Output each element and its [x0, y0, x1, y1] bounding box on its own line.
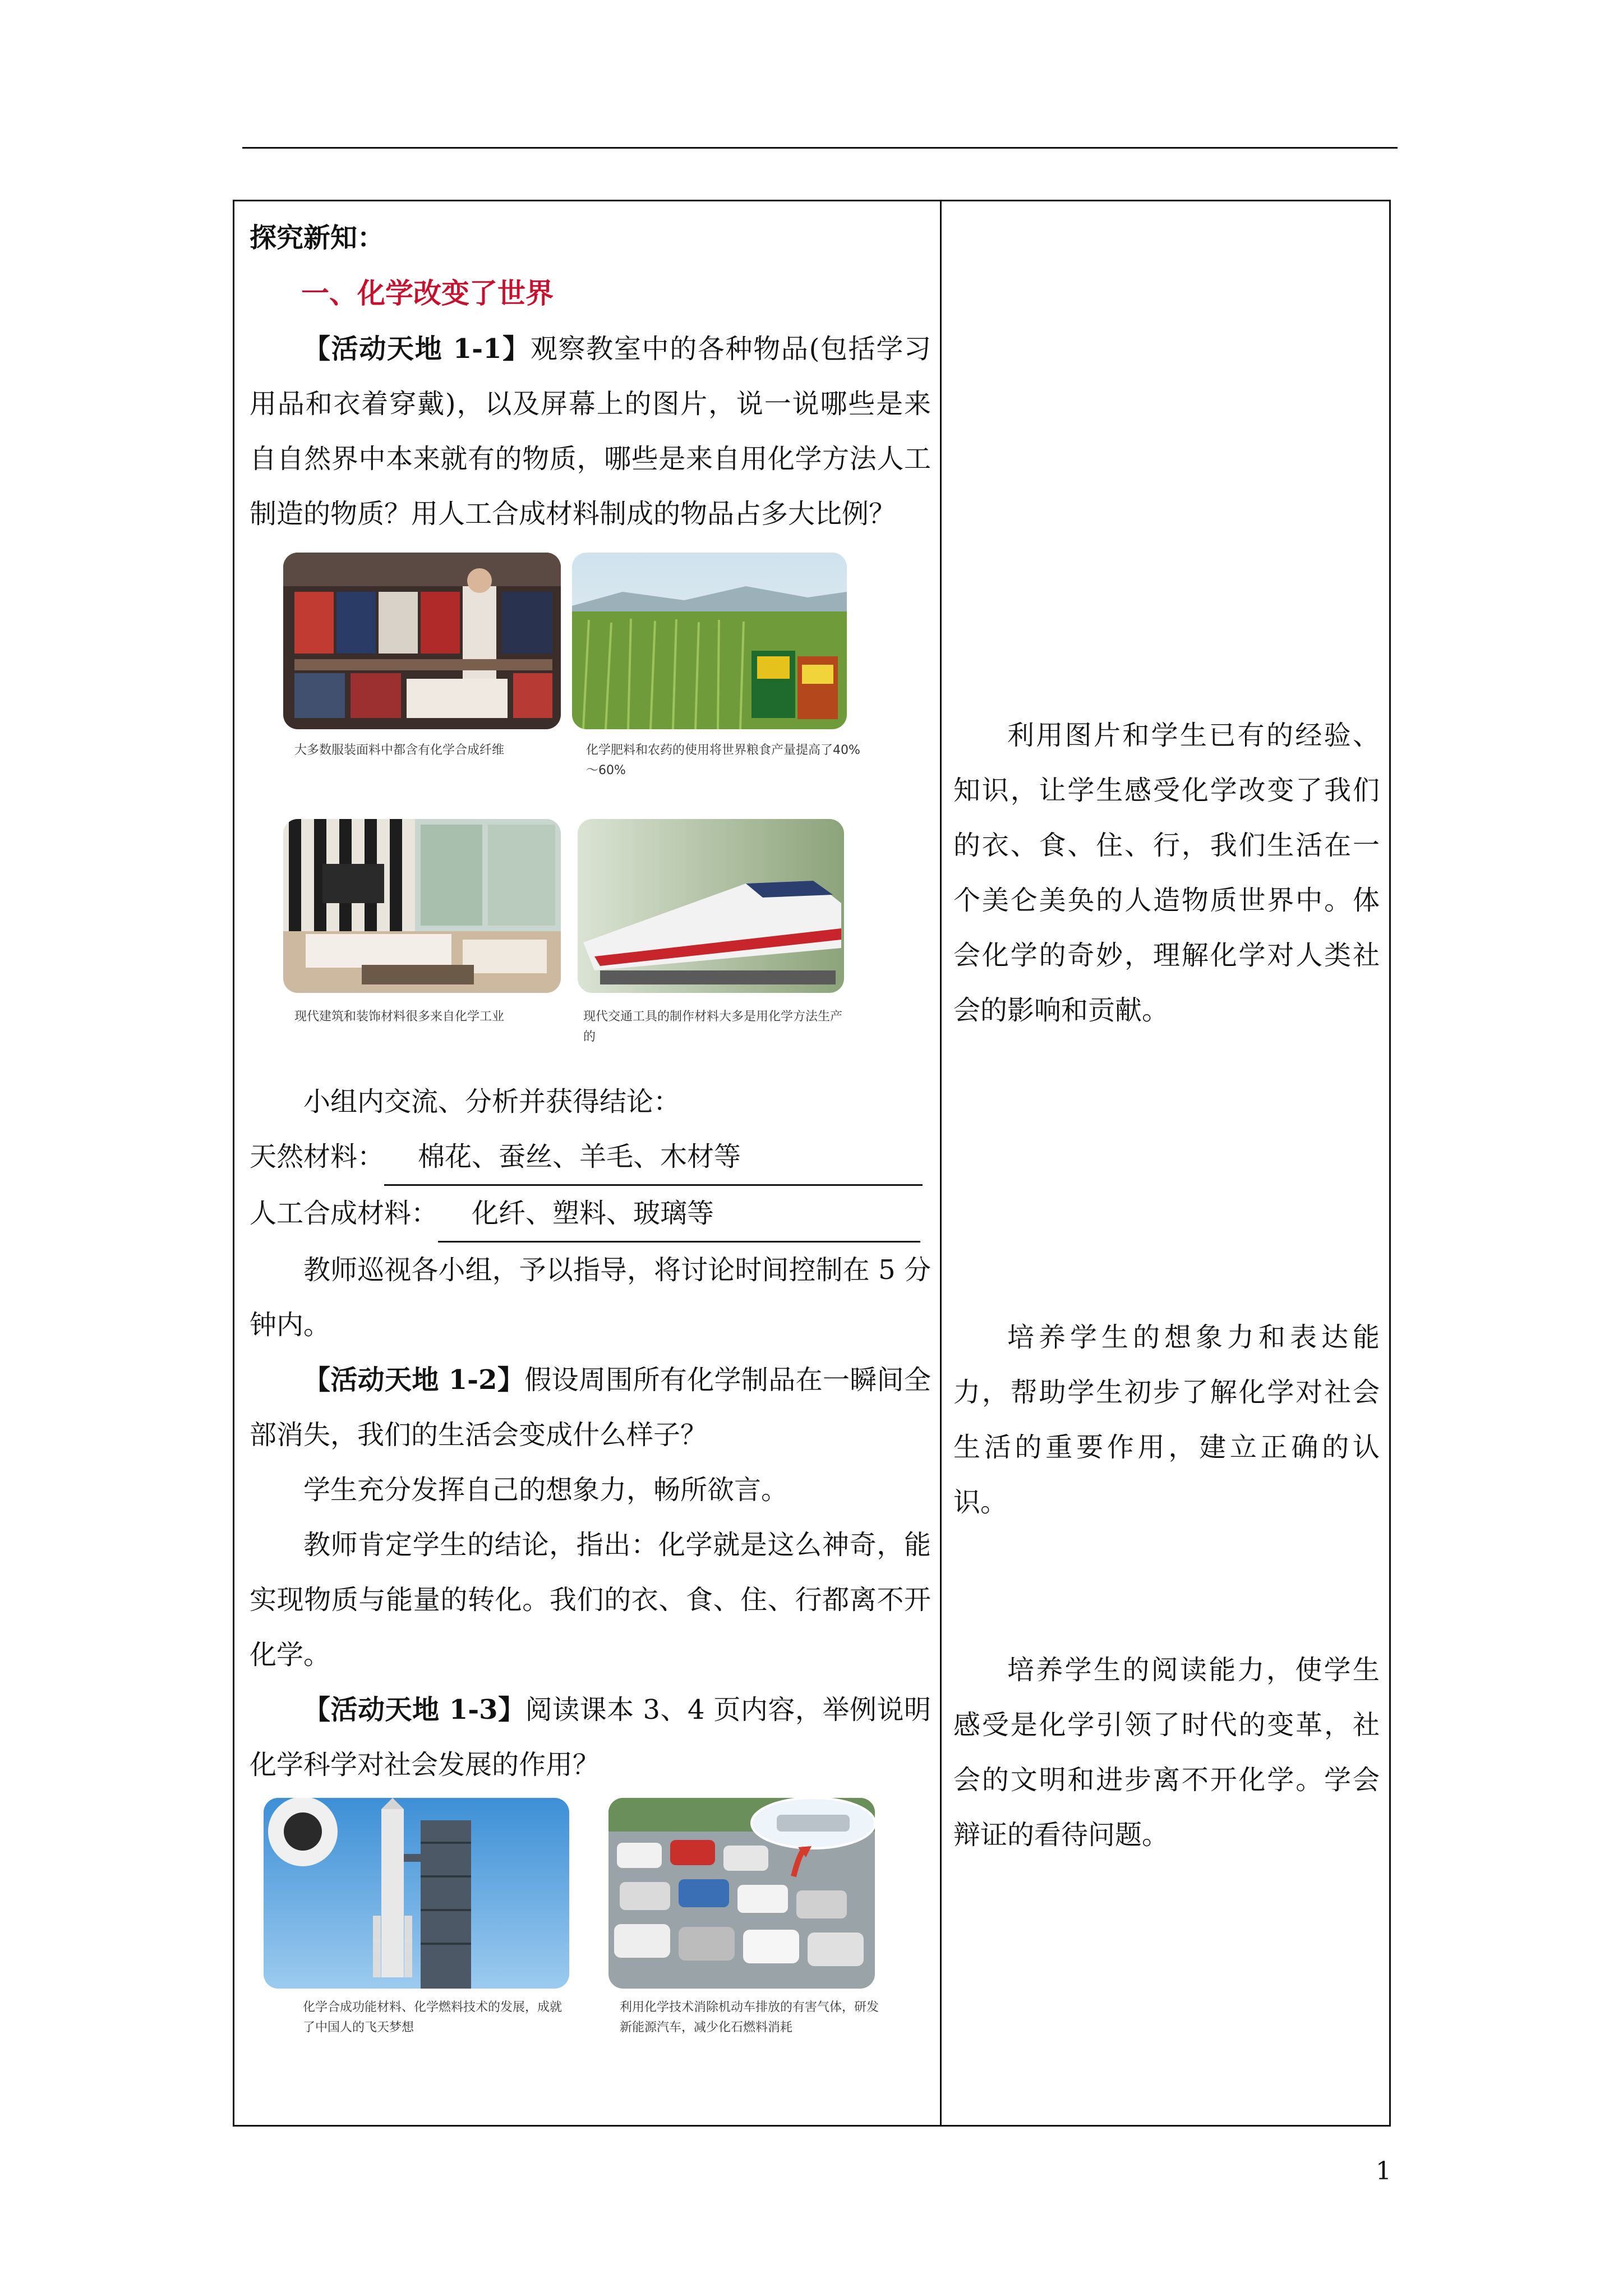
note-reading-text: 培养学生的阅读能力，使学生感受是化学引领了时代的变革，社会的文明和进步离不开化学。学会辩证的看待问题。: [953, 1654, 1380, 1851]
note-imagination: [953, 1310, 1380, 1530]
caption-rocket: 化学合成功能材料、化学燃料技术的发展，成就了中国人的飞天梦想: [303, 2000, 562, 2035]
synthetic-answer-text: 化纤、塑料、玻璃等: [472, 1198, 714, 1229]
note-images: [953, 708, 1380, 1038]
caption-traffic: 利用化学技术消除机动车排放的有害气体，研发新能源汽车，减少化石燃料消耗: [620, 2000, 879, 2035]
synthetic-materials-row: [250, 1186, 931, 1243]
synthetic-answer: [438, 1186, 920, 1243]
section-label: 探究新知：: [250, 222, 385, 254]
column-divider: [940, 200, 942, 2127]
activity-2-text: 假设周围所有化学制品在一瞬间全部消失，我们的生活会变成什么样子？: [250, 1364, 931, 1451]
activity-2-tag: 【活动天地 1-2】: [303, 1364, 525, 1396]
train-photo: [578, 819, 844, 993]
clothing-store-photo: [283, 553, 561, 729]
natural-label: 天然材料：: [250, 1141, 385, 1172]
group-intro: 小组内交流、分析并获得结论：: [303, 1086, 681, 1117]
section-heading: 一、化学改变了世界: [301, 277, 554, 310]
activity-1: [250, 321, 931, 541]
teacher-conclusion: 教师肯定学生的结论，指出：化学就是这么神奇，能实现物质与能量的转化。我们的衣、食、住、行都离不开化学。: [250, 1529, 931, 1671]
page-number: 1: [1376, 2157, 1391, 2185]
activity-2: [250, 1352, 931, 1462]
activity-3-text: 阅读课本 3、4 页内容，举例说明化学科学对社会发展的作用？: [250, 1694, 931, 1780]
activity-3-tag: 【活动天地 1-3】: [303, 1694, 525, 1726]
photo-grid-1: [250, 541, 931, 1074]
living-room-photo: [283, 819, 561, 993]
activity-1-tag: 【活动天地 1-1】: [303, 333, 531, 365]
caption-transport: 现代交通工具的制作材料大多是用化学方法生产的: [583, 1010, 843, 1044]
traffic-photo: [608, 1798, 875, 1989]
synthetic-label: 人工合成材料：: [250, 1198, 439, 1229]
header-rule: [242, 147, 1398, 149]
note-imagination-text: 培养学生的想象力和表达能力，帮助学生初步了解化学对社会生活的重要作用，建立正确的认识。: [953, 1322, 1380, 1518]
natural-answer-text: 棉花、蚕丝、羊毛、木材等: [418, 1141, 741, 1172]
natural-materials-row: [250, 1129, 931, 1186]
wheat-field-photo: [572, 553, 847, 729]
activity-1-text: 观察教室中的各种物品(包括学习用品和衣着穿戴)，以及屏幕上的图片，说一说哪些是来自自然界中本来就有的物质，哪些是来自用化学方法人工制造的物质？用人工合成材料制成的物品占多大比例？: [250, 333, 931, 530]
caption-clothing: 大多数服装面料中都含有化学合成纤维: [294, 743, 505, 757]
left-column: [250, 210, 931, 2056]
student-response: 学生充分发挥自己的想象力，畅所欲言。: [303, 1474, 789, 1506]
photo-grid-2: [250, 1792, 931, 2056]
teacher-guidance: 教师巡视各小组，予以指导，将讨论时间控制在 5 分钟内。: [250, 1254, 931, 1341]
natural-answer: [384, 1129, 923, 1186]
caption-fertilizer: 化学肥料和农药的使用将世界粮食产量提高了40%～60%: [586, 743, 860, 777]
rocket-photo: [264, 1798, 569, 1989]
activity-3: [250, 1682, 931, 1792]
caption-building: 现代建筑和装饰材料很多来自化学工业: [294, 1010, 505, 1024]
note-reading: [953, 1642, 1380, 1862]
note-images-text: 利用图片和学生已有的经验、知识，让学生感受化学改变了我们的衣、食、住、行，我们生活在一个美仑美奂的人造物质世界中。体会化学的奇妙，理解化学对人类社会的影响和贡献。: [953, 720, 1380, 1026]
